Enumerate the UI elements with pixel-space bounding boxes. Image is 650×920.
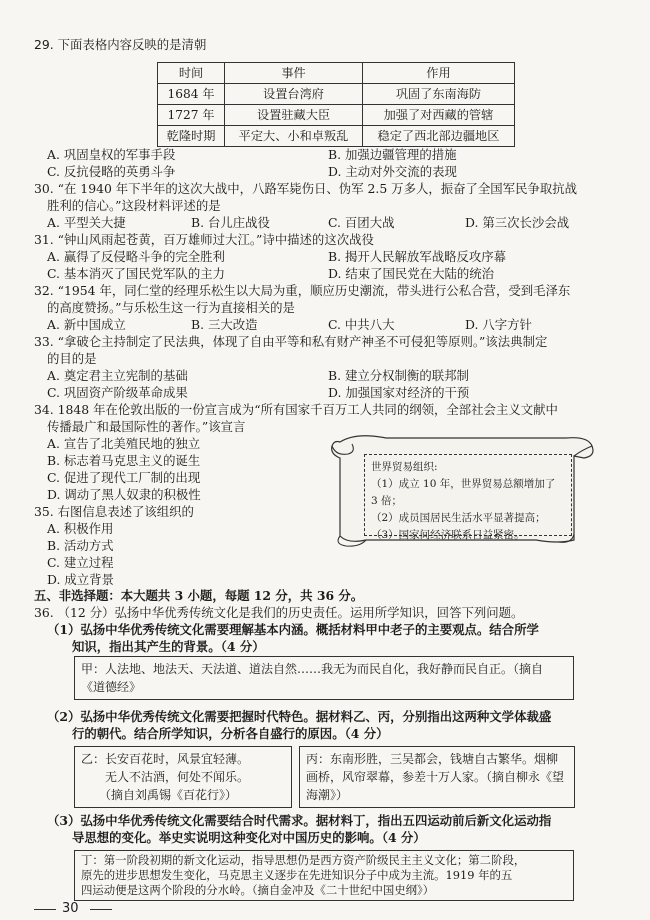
option-a[interactable]: A. 巩固皇权的军事手段 <box>47 147 176 162</box>
q36-part2-line2: 行的朝代。结合所学知识，分析各自盛行的原因。（4 分） <box>72 726 389 741</box>
table-cell: 设置台湾府 <box>225 84 363 105</box>
option-c[interactable]: C. 百团大战 <box>328 215 395 230</box>
q32-stem-line2: 的高度赞扬。”与乐松生这一行为直接相关的是 <box>47 300 295 315</box>
option-d[interactable]: D. 主动对外交流的表现 <box>328 164 457 179</box>
option-a[interactable]: A. 积极作用 <box>47 521 114 536</box>
option-b[interactable]: B. 三大改造 <box>191 317 258 332</box>
wto-point: （2）成员国居民生活水平显著提高； <box>371 512 546 524</box>
table-cell: 设置驻藏大臣 <box>225 105 363 126</box>
option-d[interactable]: D. 加强国家对经济的干预 <box>328 385 470 400</box>
q31-stem: 31. “钟山风雨起苍黄，百万雄师过大江。”诗中描述的这次战役 <box>34 232 374 247</box>
option-b[interactable]: B. 标志着马克思主义的诞生 <box>47 453 201 468</box>
material-text: 原先的进步思想发生变化，马克思主义逐步在先进知识分子中成为主流。1919 年的五 <box>81 868 513 882</box>
wto-info-box <box>364 454 572 541</box>
option-b[interactable]: B. 台儿庄战役 <box>191 215 270 230</box>
option-d[interactable]: D. 成立背景 <box>47 572 114 587</box>
material-text: （摘自刘禹锡《百花行》） <box>81 788 238 802</box>
option-b[interactable]: B. 活动方式 <box>47 538 114 553</box>
material-text: 海潮》） <box>306 788 349 802</box>
q36-part2-line1: （2）弘扬中华优秀传统文化需要把握时代特色。据材料乙、丙，分别指出这两种文学体裁盛 <box>47 709 552 724</box>
material-text: 乙：长安百花时，风景宜轻薄。 <box>81 752 250 766</box>
table-header: 作用 <box>362 63 514 84</box>
option-a[interactable]: A. 奠定君主立宪制的基础 <box>47 368 188 383</box>
option-b[interactable]: B. 加强边疆管理的措施 <box>328 147 457 162</box>
q34-stem-line2: 传播最广和最国际性的著作。”该宣言 <box>47 419 246 434</box>
material-text: 画桥，风帘翠幕，参差十万人家。（摘自柳永《望 <box>306 770 565 784</box>
option-b[interactable]: B. 揭开人民解放军战略反攻序幕 <box>328 249 507 264</box>
option-c[interactable]: C. 促进了现代工厂制的出现 <box>47 470 201 485</box>
material-text: 丙：东南形胜，三吴都会，钱塘自古繁华。烟柳 <box>306 752 559 766</box>
q34-stem-line1: 34. 1848 年在伦敦出版的一份宣言成为“所有国家千百万工人共同的纲领，全部社会主义文献中 <box>34 402 558 417</box>
material-text: 《道德经》 <box>81 680 142 694</box>
wto-point: （1）成立 10 年，世界贸易总额增加了 3 倍； <box>371 478 556 507</box>
material-text: 无人不沽酒，何处不闻乐。 <box>81 770 250 784</box>
option-c[interactable]: C. 反抗侵略的英勇斗争 <box>47 164 176 179</box>
q33-stem-line1: 33. “拿破仑主持制定了民法典，体现了自由平等和私有财产神圣不可侵犯等原则。”该法典制定 <box>34 334 548 349</box>
option-d[interactable]: D. 调动了黑人奴隶的积极性 <box>47 487 201 502</box>
material-jia <box>74 656 574 700</box>
material-ding <box>74 850 574 901</box>
q36-stem: 36. （12 分）弘扬中华优秀传统文化是我们的历史责任。运用所学知识，回答下列问题。 <box>34 605 524 620</box>
material-text: 丁：第一阶段初期的新文化运动，指导思想仍是西方资产阶级民主主义文化；第二阶段， <box>81 853 526 867</box>
material-yi <box>74 746 292 808</box>
option-b[interactable]: B. 建立分权制衡的联邦制 <box>328 368 469 383</box>
option-a[interactable]: A. 平型关大捷 <box>47 215 126 230</box>
q33-stem-line2: 的目的是 <box>47 351 97 366</box>
table-cell: 加强了对西藏的管辖 <box>362 105 514 126</box>
material-bing <box>299 746 575 808</box>
option-d[interactable]: D. 第三次长沙会战 <box>465 215 570 230</box>
page-number: 30 <box>62 901 79 916</box>
q36-part1-line2: 知识，指出其产生的背景。（4 分） <box>72 639 265 654</box>
table-cell: 平定大、小和卓叛乱 <box>225 126 363 147</box>
option-c[interactable]: C. 巩固资产阶级革命成果 <box>47 385 188 400</box>
option-a[interactable]: A. 新中国成立 <box>47 317 126 332</box>
q36-part3-line2: 导思想的变化。举史实说明这种变化对中国历史的影响。（4 分） <box>72 830 426 845</box>
option-c[interactable]: C. 中共八大 <box>328 317 395 332</box>
option-d[interactable]: D. 结束了国民党在大陆的统治 <box>328 266 495 281</box>
option-a[interactable]: A. 宣告了北美殖民地的独立 <box>47 436 201 451</box>
table-cell: 1727 年 <box>158 105 225 126</box>
section-heading: 五、非选择题：本大题共 3 小题，每题 12 分，共 36 分。 <box>34 588 364 603</box>
option-d[interactable]: D. 八字方针 <box>465 317 532 332</box>
wto-title: 世界贸易组织: <box>371 461 438 473</box>
footer-rule-right <box>90 909 112 910</box>
q36-part3-line1: （3）弘扬中华优秀传统文化需要结合时代需求。据材料丁，指出五四运动前后新文化运动指 <box>47 813 552 828</box>
option-c[interactable]: C. 建立过程 <box>47 555 114 570</box>
material-text: 甲：人法地、地法天、天法道、道法自然……我无为而民自化，我好静而民自正。（摘自 <box>81 662 544 676</box>
option-c[interactable]: C. 基本消灭了国民党军队的主力 <box>47 266 225 281</box>
table-cell: 乾隆时期 <box>158 126 225 147</box>
q36-part1-line1: （1）弘扬中华优秀传统文化需要理解基本内涵。概括材料甲中老子的主要观点。结合所学 <box>47 622 539 637</box>
table-header: 时间 <box>158 63 225 84</box>
q35-stem: 35. 右图信息表述了该组织的 <box>34 504 194 519</box>
table-cell: 巩固了东南海防 <box>362 84 514 105</box>
q30-stem-line1: 30. “在 1940 年下半年的这次大战中，八路军毙伤日、伪军 2.5 万多人，振奋了全国军民争取抗战 <box>34 181 578 196</box>
table-cell: 1684 年 <box>158 84 225 105</box>
table-header: 事件 <box>225 63 363 84</box>
q29-table <box>157 62 515 147</box>
material-text: 四运动便是这两个阶段的分水岭。（摘自金冲及《二十世纪中国史纲》） <box>81 883 435 897</box>
option-a[interactable]: A. 赢得了反侵略斗争的完全胜利 <box>47 249 225 264</box>
footer-rule-left <box>34 909 56 910</box>
q30-stem-line2: 胜利的信心。”这段材料评述的是 <box>47 198 221 213</box>
q29-stem: 29. 下面表格内容反映的是清朝 <box>34 37 207 52</box>
table-cell: 稳定了西北部边疆地区 <box>362 126 514 147</box>
q32-stem-line1: 32. “1954 年，同仁堂的经理乐松生以大局为重，顺应历史潮流，带头进行公私合营，受到毛泽东 <box>34 283 571 298</box>
wto-point: （3）国家间经济联系日益紧密。 <box>371 529 525 541</box>
